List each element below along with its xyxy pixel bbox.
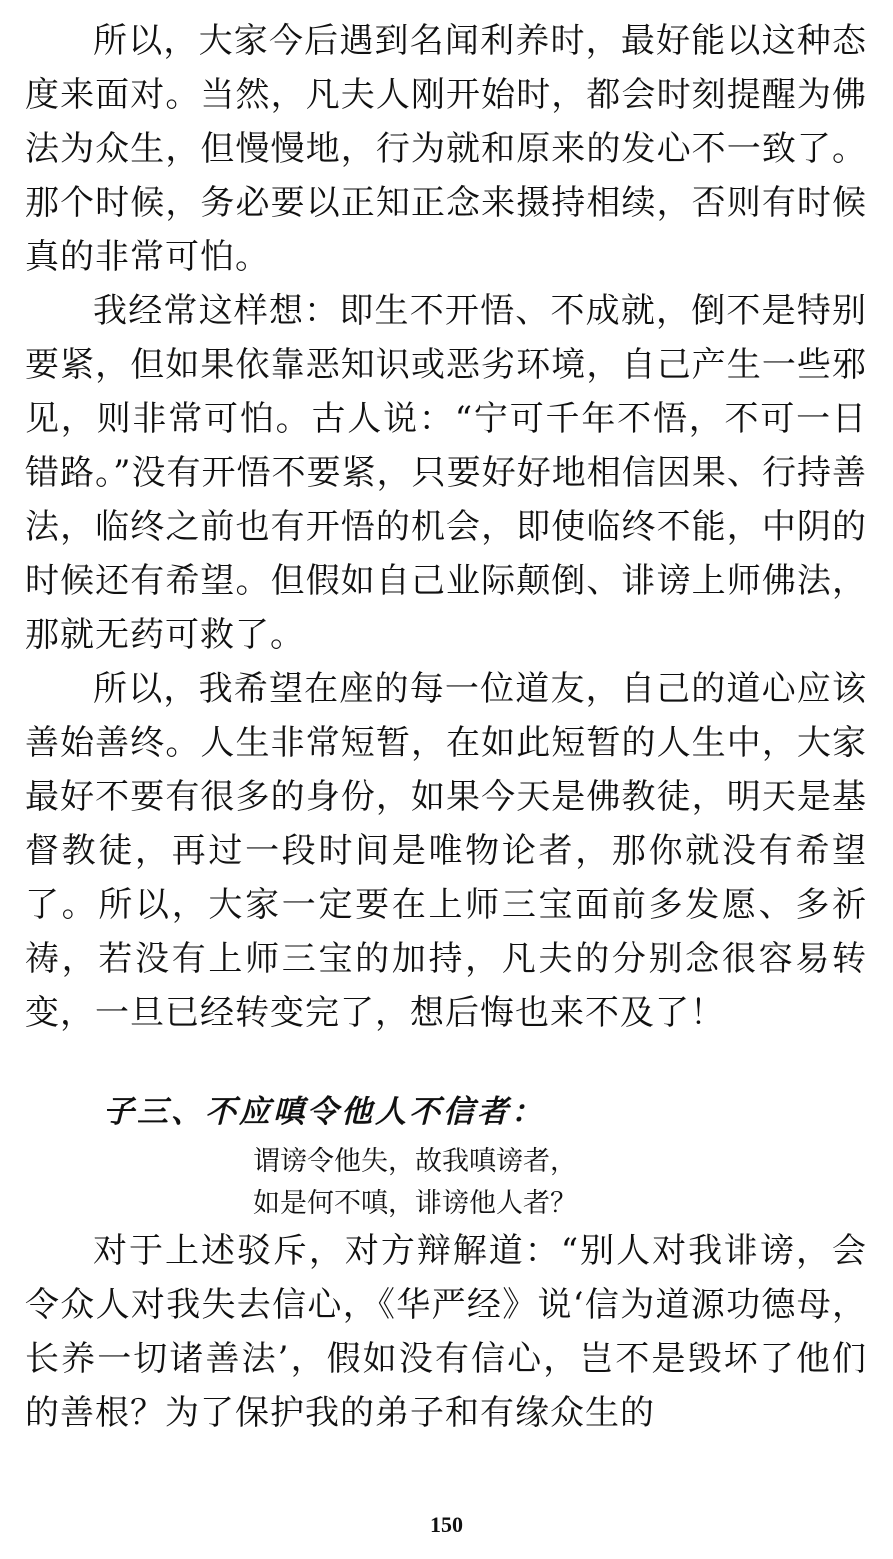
paragraph-4: 对于上述驳斥，对方辩解道：“别人对我诽谤，会令众人对我失去信心，《华严经》说‘信为道源功德母，长养一切诸善法’，假如没有信心，岂不是毁坏了他们的善根？为了保护我的弟子和有缘众生的 xyxy=(25,1231,867,1433)
page-number: 150 xyxy=(430,1512,463,1537)
section-heading: 子三、不应嗔令他人不信者： xyxy=(103,1094,545,1130)
verse-line-1: 谓谤令他失，故我嗔谤者， xyxy=(253,1146,577,1177)
verse-line-2: 如是何不嗔，诽谤他人者？ xyxy=(253,1188,577,1219)
paragraph-3: 所以，我希望在座的每一位道友，自己的道心应该善始善终。人生非常短暂，在如此短暂的人生中，大家最好不要有很多的身份，如果今天是佛教徒，明天是基督教徒，再过一段时间是唯物论者，那你就没有希望了。所以，大家一定要在上师三宝面前多发愿、多祈祷，若没有上师三宝的加持，凡夫的分别念很容易转变，一旦已经转变完了，想后悔也来不及了！ xyxy=(25,669,867,1033)
paragraph-2: 我经常这样想：即生不开悟、不成就，倒不是特别要紧，但如果依靠恶知识或恶劣环境，自己产生一些邪见，则非常可怕。古人说：“宁可千年不悟，不可一日错路。”没有开悟不要紧，只要好好地相信因果、行持善法，临终之前也有开悟的机会，即使临终不能，中阴的时候还有希望。但假如自己业际颠倒、诽谤上师佛法，那就无药可救了。 xyxy=(25,291,867,655)
paragraph-1: 所以，大家今后遇到名闻利养时，最好能以这种态度来面对。当然，凡夫人刚开始时，都会时刻提醒为佛法为众生，但慢慢地，行为就和原来的发心不一致了。那个时候，务必要以正知正念来摄持相续，否则有时候真的非常可怕。 xyxy=(25,21,867,277)
